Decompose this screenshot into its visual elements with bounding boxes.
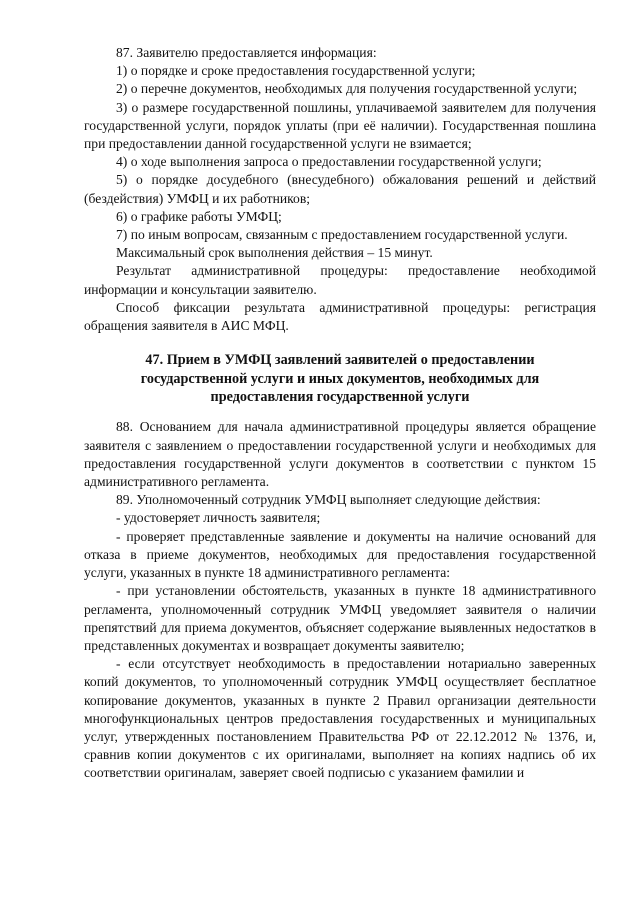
section-heading-47: 47. Прием в УМФЦ заявлений заявителей о предоставлении государственной услуги и иных документов, необходимых для предоставления государственной услуги bbox=[140, 352, 540, 406]
document-body bbox=[84, 44, 596, 783]
paragraph-88: 88. Основанием для начала административной процедуры является обращение заявителя с заявлением о предоставлении государственной услуги и необходимых для предоставления государственной услуги документов в соответствии с пунктом 15 административного регламента. bbox=[84, 419, 596, 490]
action-check-documents: - проверяет представленные заявление и документы на наличие оснований для отказа в приеме документов, необходимых для предоставления государственной услуги, указанных в пункте 18 административного регламента: bbox=[84, 528, 596, 581]
list-item-7: 7) по иным вопросам, связанным с предоставлением государственной услуги. bbox=[116, 227, 568, 243]
max-time-paragraph: Максимальный срок выполнения действия – 15 минут. bbox=[116, 245, 433, 261]
list-item-5: 5) о порядке досудебного (внесудебного) обжалования решений и действий (бездействия) УМФЦ и их работников; bbox=[84, 172, 596, 206]
list-item-2: 2) о перечне документов, необходимых для получения государственной услуги; bbox=[116, 81, 578, 97]
paragraph-89: 89. Уполномоченный сотрудник УМФЦ выполняет следующие действия: bbox=[116, 492, 541, 508]
action-copy-documents: - если отсутствует необходимость в предоставлении нотариально заверенных копий документов, то уполномоченный сотрудник УМФЦ осуществляет бесплатное копирование документов, указанных в пункте 2 Правил организации деятельности многофункциональных центров предоставления государственных и муниципальных услуг, утвержденных постановлением Правительства РФ от 22.12.2012 № 1376, и, сравнив копии документов с их оригиналами, выполняет на копиях надпись об их соответствии оригиналам, заверяет своей подписью с указанием фамилии и bbox=[84, 656, 596, 781]
list-item-6: 6) о графике работы УМФЦ; bbox=[116, 208, 282, 224]
list-item-3: 3) о размере государственной пошлины, уплачиваемой заявителем для получения государственной услуги, порядок уплаты (при её наличии). Государственная пошлина при предоставлении данной государственной услуги не взимается; bbox=[84, 99, 596, 152]
list-item-4: 4) о ходе выполнения запроса о предоставлении государственной услуги; bbox=[116, 154, 542, 170]
action-verify-identity: - удостоверяет личность заявителя; bbox=[116, 510, 321, 526]
action-notify-applicant: - при установлении обстоятельств, указанных в пункте 18 административного регламента, уполномоченный сотрудник УМФЦ уведомляет заявителя о наличии препятствий для приема документов, объясняет содержание выявленных недостатков в представленных документах и возвращает документы заявителю; bbox=[84, 583, 596, 653]
paragraph-87-intro: 87. Заявителю предоставляется информация: bbox=[116, 45, 377, 60]
list-item-1: 1) о порядке и сроке предоставления государственной услуги; bbox=[116, 63, 476, 79]
result-paragraph: Результат административной процедуры: предоставление необходимой информации и консультации заявителю. bbox=[84, 263, 596, 297]
fixation-paragraph: Способ фиксации результата административной процедуры: регистрация обращения заявителя в АИС МФЦ. bbox=[84, 299, 596, 334]
